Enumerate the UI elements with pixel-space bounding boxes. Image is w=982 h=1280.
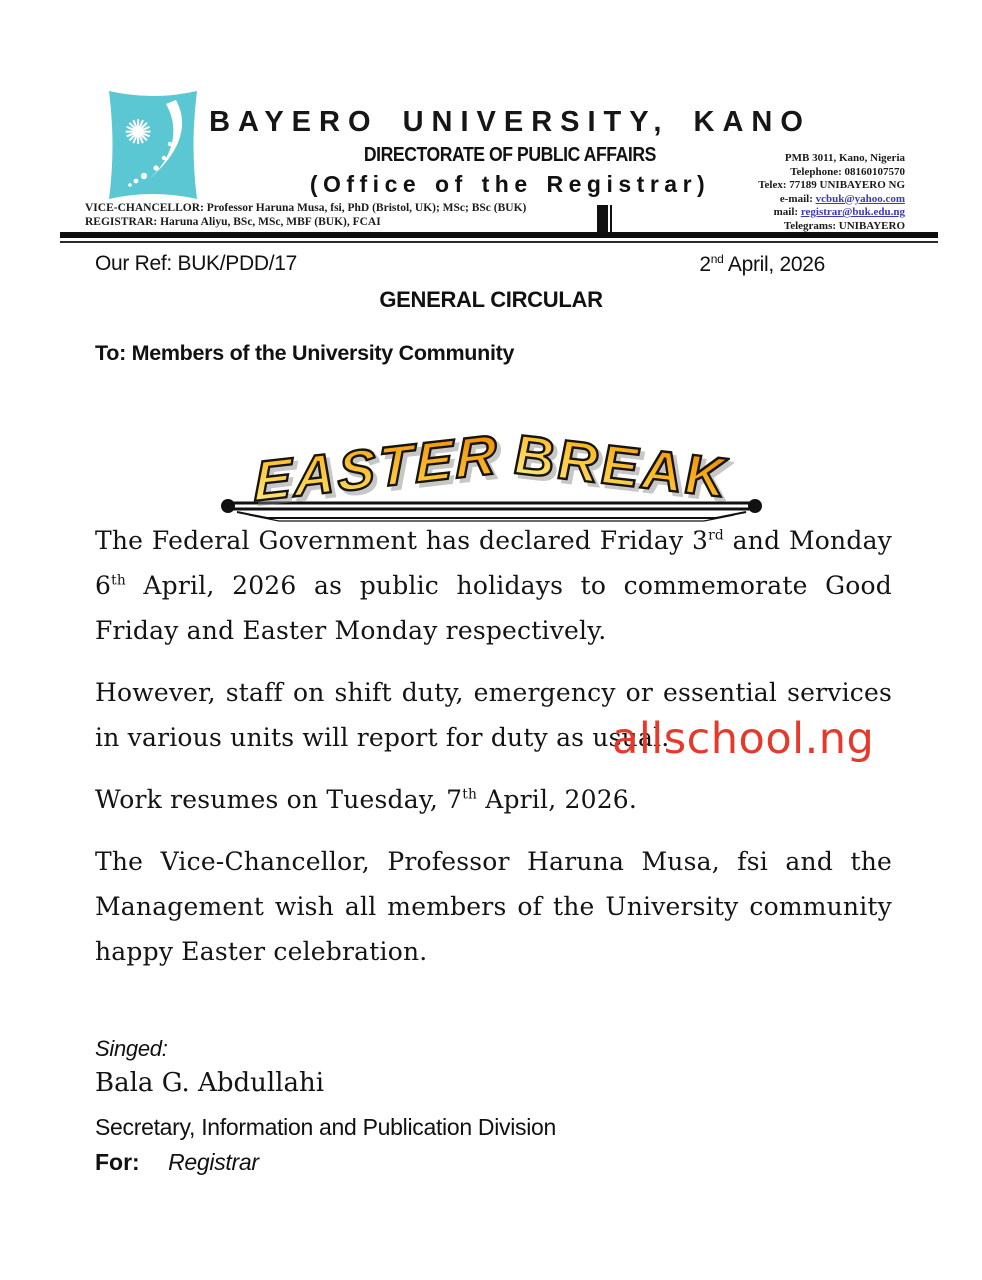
signer-position: Secretary, Information and Publication Division (95, 1114, 557, 1140)
contact-block (758, 152, 905, 233)
university-name: BAYERO UNIVERSITY, KANO (209, 106, 811, 138)
wordart-word-easter: EASTER (254, 422, 500, 513)
mail-label: mail: (773, 206, 801, 218)
body-paragraph: The Federal Government has declared Friday 3rd and Monday 6th April, 2026 as public holidays to commemorate Good Friday and Easter Monday respectively. (95, 526, 892, 645)
body-paragraph: However, staff on shift duty, emergency or essential services in various units will report for duty as usual. (95, 678, 892, 752)
contact-address: PMB 3011, Kano, Nigeria (784, 152, 905, 164)
email-label: e-mail: (779, 192, 816, 205)
buk-logo-shield-icon (100, 84, 206, 206)
office-of-registrar-line: (Office of the Registrar) (309, 171, 711, 197)
signature-block (95, 1036, 556, 1176)
recipient-line: To: Members of the University Community (95, 341, 515, 365)
contact-mail-row (758, 206, 905, 220)
page-title: GENERAL CIRCULAR (379, 287, 603, 312)
for-value: Registrar (168, 1149, 259, 1175)
registrar-email-link[interactable]: registrar@buk.edu.ng (800, 206, 905, 218)
header-vertical-bar (597, 205, 610, 234)
for-label: For: (95, 1149, 140, 1175)
officials-block (85, 202, 526, 229)
signed-label: Singed: (95, 1036, 168, 1061)
registrar-line: REGISTRAR: Haruna Aliyu, BSc, MSc, MBF (BUK), FCAI (85, 215, 381, 228)
reference-row (95, 252, 825, 277)
body-paragraph: Work resumes on Tuesday, 7th April, 2026. (95, 785, 638, 814)
allschool-watermark: allschool.ng (612, 714, 875, 764)
contact-telegrams: Telegrams: UNIBAYERO (783, 219, 905, 232)
letterhead-titles (205, 106, 815, 198)
header-rule-thick (60, 232, 938, 238)
easter-break-banner (0, 398, 982, 531)
date-ordinal: nd (710, 252, 724, 266)
wordart-title (0, 398, 982, 513)
contact-email-row (758, 193, 905, 207)
vice-chancellor-line: VICE-CHANCELLOR: Professor Haruna Musa, fsi, PhD (Bristol, UK); MSc; BSc (BUK) (85, 202, 527, 214)
wordart-word-break: BREAK (513, 422, 728, 510)
vc-email-link[interactable]: vcbuk@yahoo.com (815, 192, 905, 205)
contact-telephone: Telephone: 08160107570 (790, 165, 905, 178)
body-paragraph: The Vice-Chancellor, Professor Haruna Musa, fsi and the Management wish all members of the University community happy Easter celebration. (95, 847, 892, 966)
header-rule-thin (60, 241, 938, 243)
for-registrar-row (95, 1149, 556, 1176)
our-ref: Our Ref: BUK/PDD/17 (95, 252, 298, 275)
letter-date: 2nd April, 2026 (699, 252, 825, 276)
svg-text:✺: ✺ (124, 113, 153, 153)
directorate-line: DIRECTORATE OF PUBLIC AFFAIRS (364, 144, 656, 166)
contact-telex: Telex: 77189 UNIBAYERO NG (758, 179, 905, 191)
signer-name: Bala G. Abdullahi (95, 1068, 325, 1098)
